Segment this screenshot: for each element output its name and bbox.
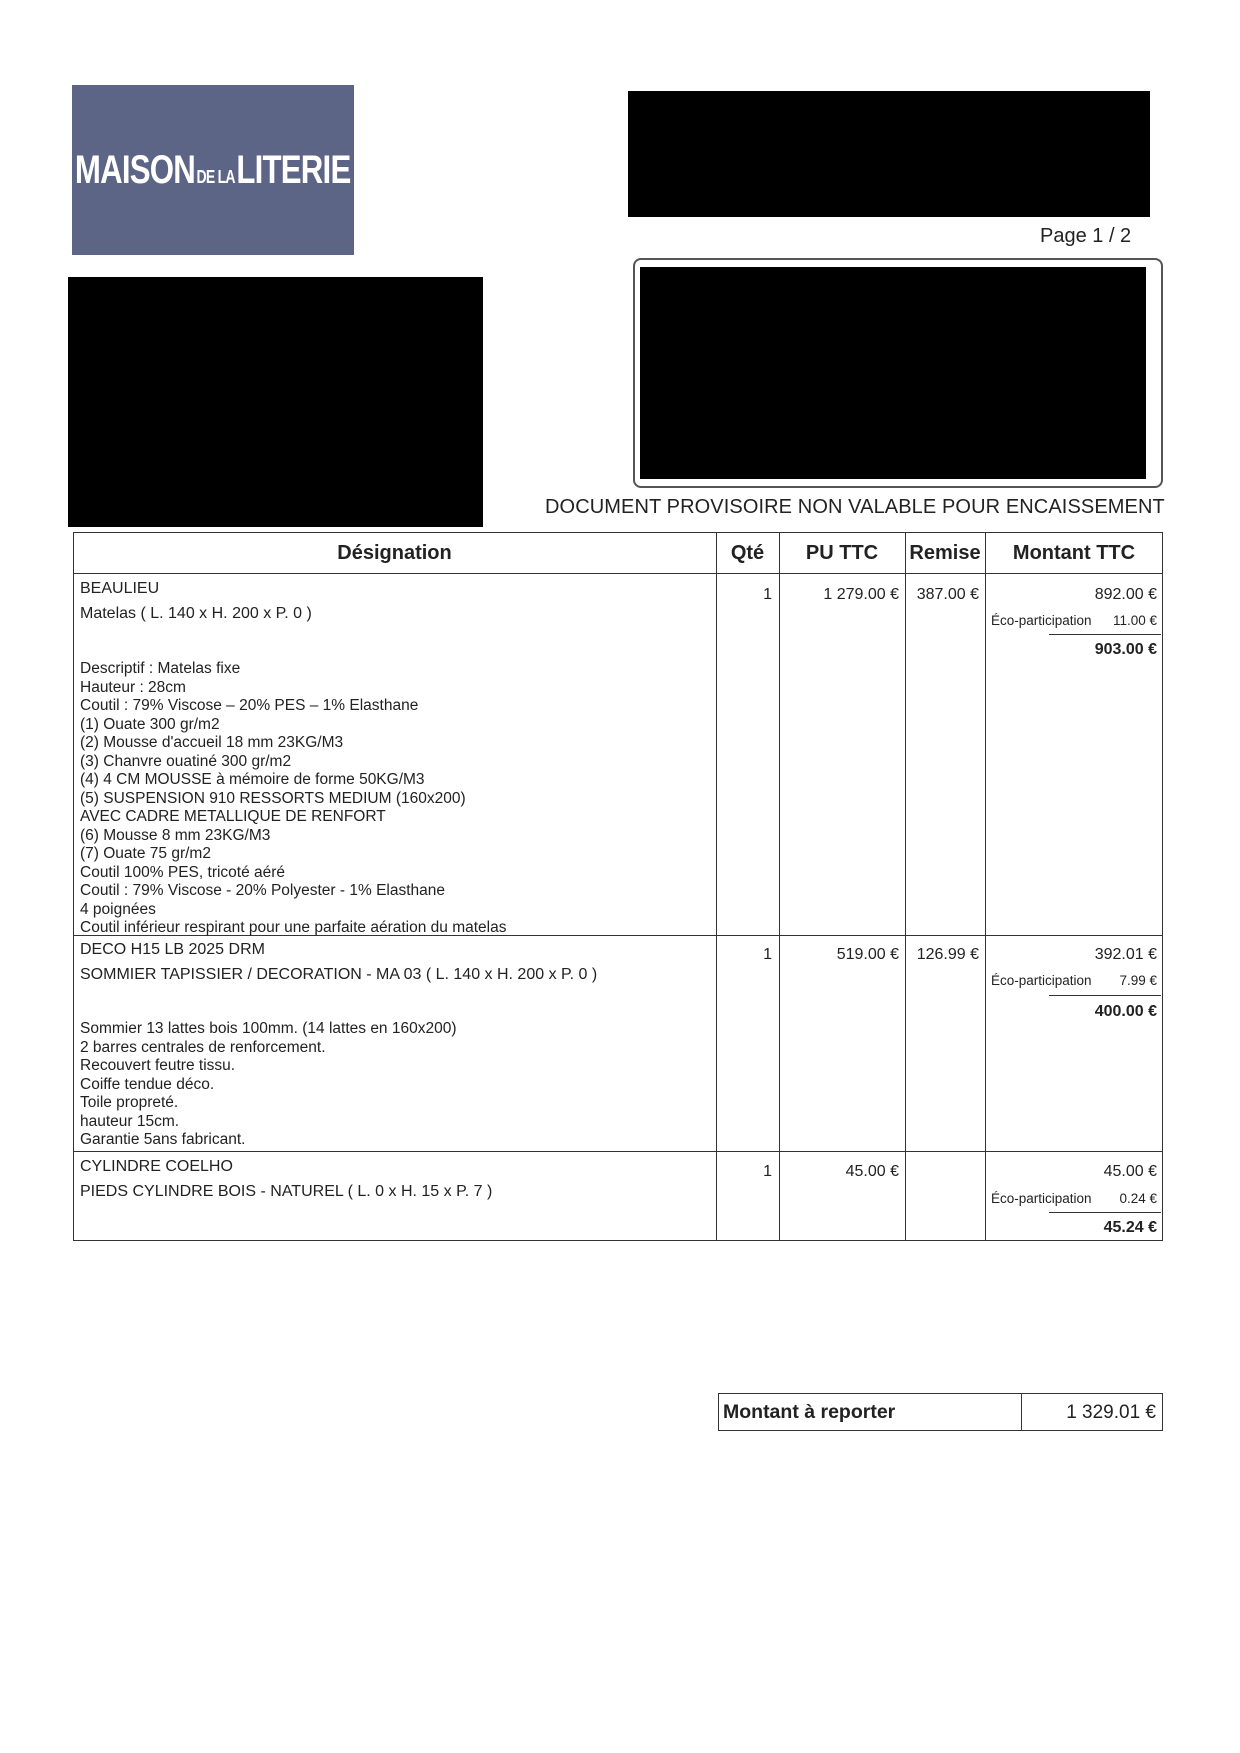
- spec-line: hauteur 15cm.: [80, 1112, 180, 1130]
- column-divider: [779, 532, 780, 1241]
- row-2-eco-value: 7.99 €: [1119, 973, 1157, 988]
- carry-forward-divider: [1021, 1393, 1022, 1431]
- spec-line: Coutil : 79% Viscose - 20% Polyester - 1% Elasthane: [80, 882, 446, 899]
- row-2-qty: 1: [763, 946, 772, 963]
- spec-line: Coiffe tendue déco.: [80, 1075, 215, 1093]
- logo-text-main: MAISON: [75, 147, 196, 192]
- carry-forward-value: 1 329.01 €: [1066, 1402, 1156, 1423]
- row-3-total: 45.24 €: [1103, 1219, 1157, 1236]
- spec-line: Coutil 100% PES, tricoté aéré: [80, 863, 286, 881]
- row-3-amount: 45.00 €: [1103, 1163, 1157, 1180]
- spec-line: (4) 4 CM MOUSSE à mémoire de forme 50KG/M3: [80, 771, 425, 788]
- column-divider: [985, 532, 986, 1241]
- row-3-unit-price: 45.00 €: [845, 1163, 899, 1180]
- spec-line: (2) Mousse d'accueil 18 mm 23KG/M3: [80, 734, 344, 751]
- column-divider: [716, 532, 717, 1241]
- redacted-customer-info: [68, 277, 483, 527]
- spec-line: Descriptif : Matelas fixe: [80, 660, 241, 677]
- row-3-description: PIEDS CYLINDRE BOIS - NATUREL ( L. 0 x H. 15 x P. 7 ): [80, 1183, 493, 1200]
- row-1-description: Matelas ( L. 140 x H. 200 x P. 0 ): [80, 605, 312, 622]
- row-1-qty: 1: [763, 586, 772, 603]
- spec-line: AVEC CADRE METALLIQUE DE RENFORT: [80, 808, 386, 825]
- column-header-unit-price: PU TTC: [805, 542, 879, 564]
- spec-line: (7) Ouate 75 gr/m2: [80, 845, 211, 862]
- spec-line: (6) Mousse 8 mm 23KG/M3: [80, 826, 271, 844]
- row-2-discount: 126.99 €: [916, 946, 979, 963]
- row-1-specs: [80, 660, 507, 938]
- row-2-reference: DECO H15 LB 2025 DRM: [80, 941, 265, 958]
- row-1-eco-label: Éco-participation: [991, 613, 1092, 628]
- row-1-unit-price: 1 279.00 €: [823, 586, 899, 603]
- spec-line: 4 poignées: [80, 900, 156, 918]
- row-2-total: 400.00 €: [1094, 1003, 1157, 1020]
- column-header-designation: Désignation: [337, 542, 452, 564]
- column-header-discount: Remise: [909, 542, 981, 564]
- spec-line: (5) SUSPENSION 910 RESSORTS MEDIUM (160x200): [80, 789, 466, 807]
- row-1-total: 903.00 €: [1094, 641, 1157, 658]
- carry-forward-label: Montant à reporter: [723, 1401, 896, 1423]
- row-2-subtotal-line: [1049, 995, 1161, 996]
- row-1-amount: 892.00 €: [1094, 586, 1157, 603]
- row-2-specs: [80, 1020, 457, 1150]
- logo-text-end: LITERIE: [236, 147, 351, 192]
- provisional-notice: DOCUMENT PROVISOIRE NON VALABLE POUR ENCAISSEMENT: [545, 496, 1165, 518]
- spec-line: Sommier 13 lattes bois 100mm. (14 lattes en 160x200): [80, 1020, 457, 1037]
- spec-line: Hauteur : 28cm: [80, 678, 186, 696]
- spec-line: (1) Ouate 300 gr/m2: [80, 715, 220, 733]
- row-1-subtotal-line: [1049, 634, 1161, 635]
- spec-line: Toile propreté.: [80, 1094, 179, 1111]
- row-3-eco-label: Éco-participation: [991, 1191, 1092, 1206]
- row-2-amount: 392.01 €: [1094, 946, 1157, 963]
- spec-line: (3) Chanvre ouatiné 300 gr/m2: [80, 752, 292, 770]
- column-divider: [905, 532, 906, 1241]
- redacted-company-info: [628, 91, 1150, 217]
- redacted-address-block: [640, 267, 1146, 479]
- company-logo: [72, 85, 354, 255]
- column-header-amount: Montant TTC: [1012, 542, 1136, 564]
- spec-line: Coutil : 79% Viscose – 20% PES – 1% Elasthane: [80, 697, 419, 714]
- logo-text-small: DE LA: [196, 166, 236, 187]
- page-number: Page 1 / 2: [1040, 225, 1132, 247]
- table-header-divider: [73, 573, 1163, 574]
- row-1-discount: 387.00 €: [916, 586, 979, 603]
- row-divider: [73, 1151, 1163, 1152]
- row-3-reference: CYLINDRE COELHO: [80, 1158, 233, 1175]
- row-1-eco-value: 11.00 €: [1112, 613, 1157, 628]
- row-2-eco-label: Éco-participation: [991, 973, 1092, 988]
- row-3-eco-value: 0.24 €: [1119, 1191, 1157, 1206]
- spec-line: Garantie 5ans fabricant.: [80, 1131, 246, 1148]
- row-3-qty: 1: [763, 1163, 772, 1180]
- row-2-description: SOMMIER TAPISSIER / DECORATION - MA 03 ( L. 140 x H. 200 x P. 0 ): [80, 966, 598, 983]
- column-header-qty: Qté: [730, 542, 765, 564]
- row-3-subtotal-line: [1049, 1212, 1161, 1213]
- row-2-unit-price: 519.00 €: [836, 946, 899, 963]
- spec-line: Recouvert feutre tissu.: [80, 1057, 236, 1074]
- row-1-reference: BEAULIEU: [80, 580, 160, 597]
- spec-line: 2 barres centrales de renforcement.: [80, 1038, 326, 1056]
- spec-line: Coutil inférieur respirant pour une parfaite aération du matelas: [80, 919, 507, 936]
